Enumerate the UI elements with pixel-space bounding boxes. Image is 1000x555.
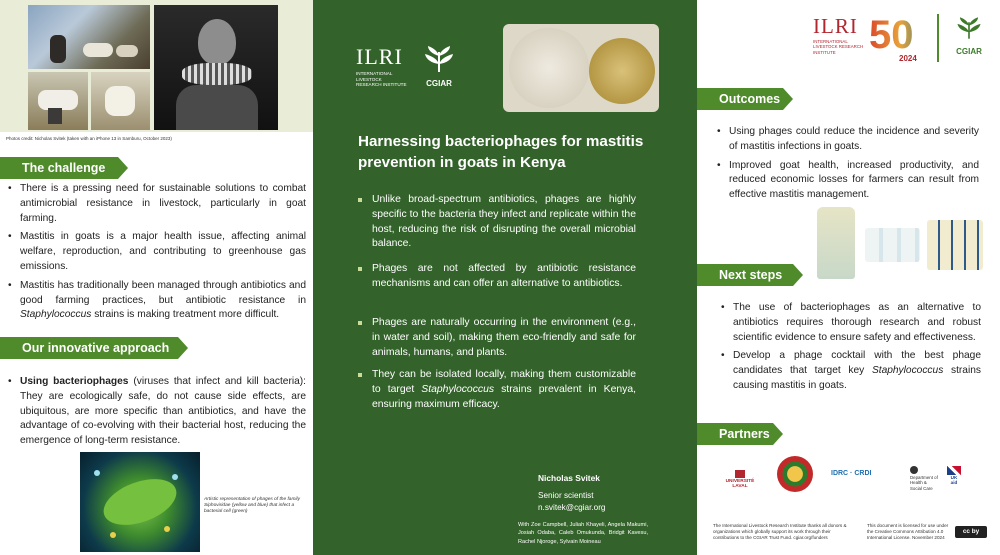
next-steps-list — [719, 301, 981, 398]
outcomes-item: • Using phages could reduce the incidence and severity of mastitis infections in goats. — [715, 125, 979, 155]
illustration-caption: Artistic representation of phages of the family Siphoviridae (yellow and blue) that infect a bacterial cell (green) — [204, 497, 300, 515]
outcomes-item: • Improved goat health, increased productivity, and reduced economic losses for farmers can result from effective mastitis management. — [715, 159, 979, 203]
milk-bottle-photo — [817, 207, 855, 279]
photo-credit: Photos credit: Nicholas Svitek (taken with an iPhone 13 in Samburu, October 2023) — [6, 136, 172, 141]
cgiar-logo: CGIAR — [416, 44, 462, 88]
milking-photo — [28, 72, 88, 130]
ilri-logo: ILRI INTERNATIONAL LIVESTOCK RESEARCH INSTITUTE — [356, 44, 407, 88]
left-column — [0, 0, 313, 555]
idrc-logo: IDRC · CRDI — [831, 470, 872, 477]
challenge-item: • Mastitis has traditionally been managed through antibiotics and good farming practices, but antibiotic resistance in Staphylococcus strains is making treatment more difficult. — [6, 279, 306, 323]
photo-collage — [0, 0, 313, 132]
cgiar-leaf-icon — [955, 14, 983, 42]
middle-column — [313, 0, 697, 555]
laval-logo: UNIVERSITÉ LAVAL — [723, 470, 757, 489]
mid-bullet: They can be isolated locally, making them customizable to target Staphylococcus strains prevalent in Kenya, ensuring maximum efficacy. — [358, 368, 636, 412]
approach-text — [6, 375, 306, 453]
next-steps-heading: Next steps — [697, 264, 793, 286]
mid-bullet: Phages are not affected by antibiotic resistance mechanisms and can offer an alternative to antibiotics. — [358, 262, 636, 292]
author-name: Nicholas Svitek — [538, 473, 600, 483]
kenya-partner-seal — [777, 456, 813, 492]
author-role: Senior scientist — [538, 491, 594, 500]
ilri-logo-right: ILRI INTERNATIONAL LIVESTOCK RESEARCH INSTITUTE — [813, 14, 864, 55]
petri-dish-photo — [503, 24, 659, 112]
author-email[interactable]: n.svitek@cgiar.org — [538, 503, 606, 512]
poster-title: Harnessing bacteriophages for mastitis prevention in goats in Kenya — [358, 133, 644, 171]
challenge-item: • There is a pressing need for sustainable solutions to combat antimicrobial resistance in livestock, particularly in goat farming. — [6, 182, 306, 226]
anniversary-logo: 50 2024 — [869, 14, 931, 64]
footer-license: This document is licensed for use under the Creative Commons Attribution 4.0 International License. November 2024 — [867, 523, 949, 540]
ukaid-logo: UK aid — [947, 466, 961, 484]
partners-heading: Partners — [697, 423, 773, 445]
footer-donors: The International Livestock Research Institute thanks all donors & organizations which globally support its work through their contributions to the CGIAR Trust Fund. cgiar.org/funders — [713, 523, 847, 540]
logo-divider — [937, 14, 939, 62]
approach-item: • Using bacteriophages (viruses that infect and kill bacteria): They are ecologically safe, do not cause side effects, are ubiquitous, are more specific than antibiotics, and have the advantage of co-evolving with their bacterial host, reducing the emergence of long-term resistance. — [6, 375, 306, 449]
challenge-heading: The challenge — [0, 157, 118, 179]
next-steps-item: • The use of bacteriophages as an alternative to antibiotics requires thorough research and robust scientific evidence to ensure safety and effectiveness. — [719, 301, 981, 345]
milk-bottles-row-photo — [865, 228, 920, 262]
cgiar-logo-right: CGIAR — [949, 14, 989, 56]
goats-herd-photo — [28, 5, 150, 69]
outcomes-list — [715, 125, 979, 207]
mid-bullet: Unlike broad-spectrum antibiotics, phages are highly specific to the bacteria they infect and replicate within the host, reducing the risk of disrupting the overall microbial balance. — [358, 193, 636, 252]
approach-heading: Our innovative approach — [0, 337, 178, 359]
challenge-item: • Mastitis in goats is a major health issue, affecting animal welfare, reproduction, and contributing to greenhouse gas emissions. — [6, 230, 306, 274]
white-goat-photo — [91, 72, 150, 130]
challenge-list — [6, 182, 306, 327]
dhsc-logo: Department of Health & Social Care — [910, 466, 940, 491]
woman-portrait-photo — [154, 5, 278, 130]
cc-license-badge[interactable]: cc by — [955, 526, 987, 538]
mid-bullet: Phages are naturally occurring in the environment (e.g., in water and soil), making them eco-friendly and safe for animals, humans, and plants. — [358, 316, 636, 360]
outcomes-heading: Outcomes — [697, 88, 783, 110]
yoghurt-bottles-photo — [927, 220, 983, 270]
coauthors: With Zoe Campbell, Juliah Khayeli, Angela Makumi, Josiah Odaba, Caleb Omukunda, Bridgit Kavesu, Rachel Njoroge, Sylvain Moineau — [518, 522, 648, 545]
phage-illustration — [80, 452, 200, 552]
right-column — [697, 0, 1000, 555]
cgiar-leaf-icon — [422, 44, 456, 74]
next-steps-item: • Develop a phage cocktail with the best phage candidates that target key Staphylococcus strains causing mastitis in goats. — [719, 349, 981, 393]
